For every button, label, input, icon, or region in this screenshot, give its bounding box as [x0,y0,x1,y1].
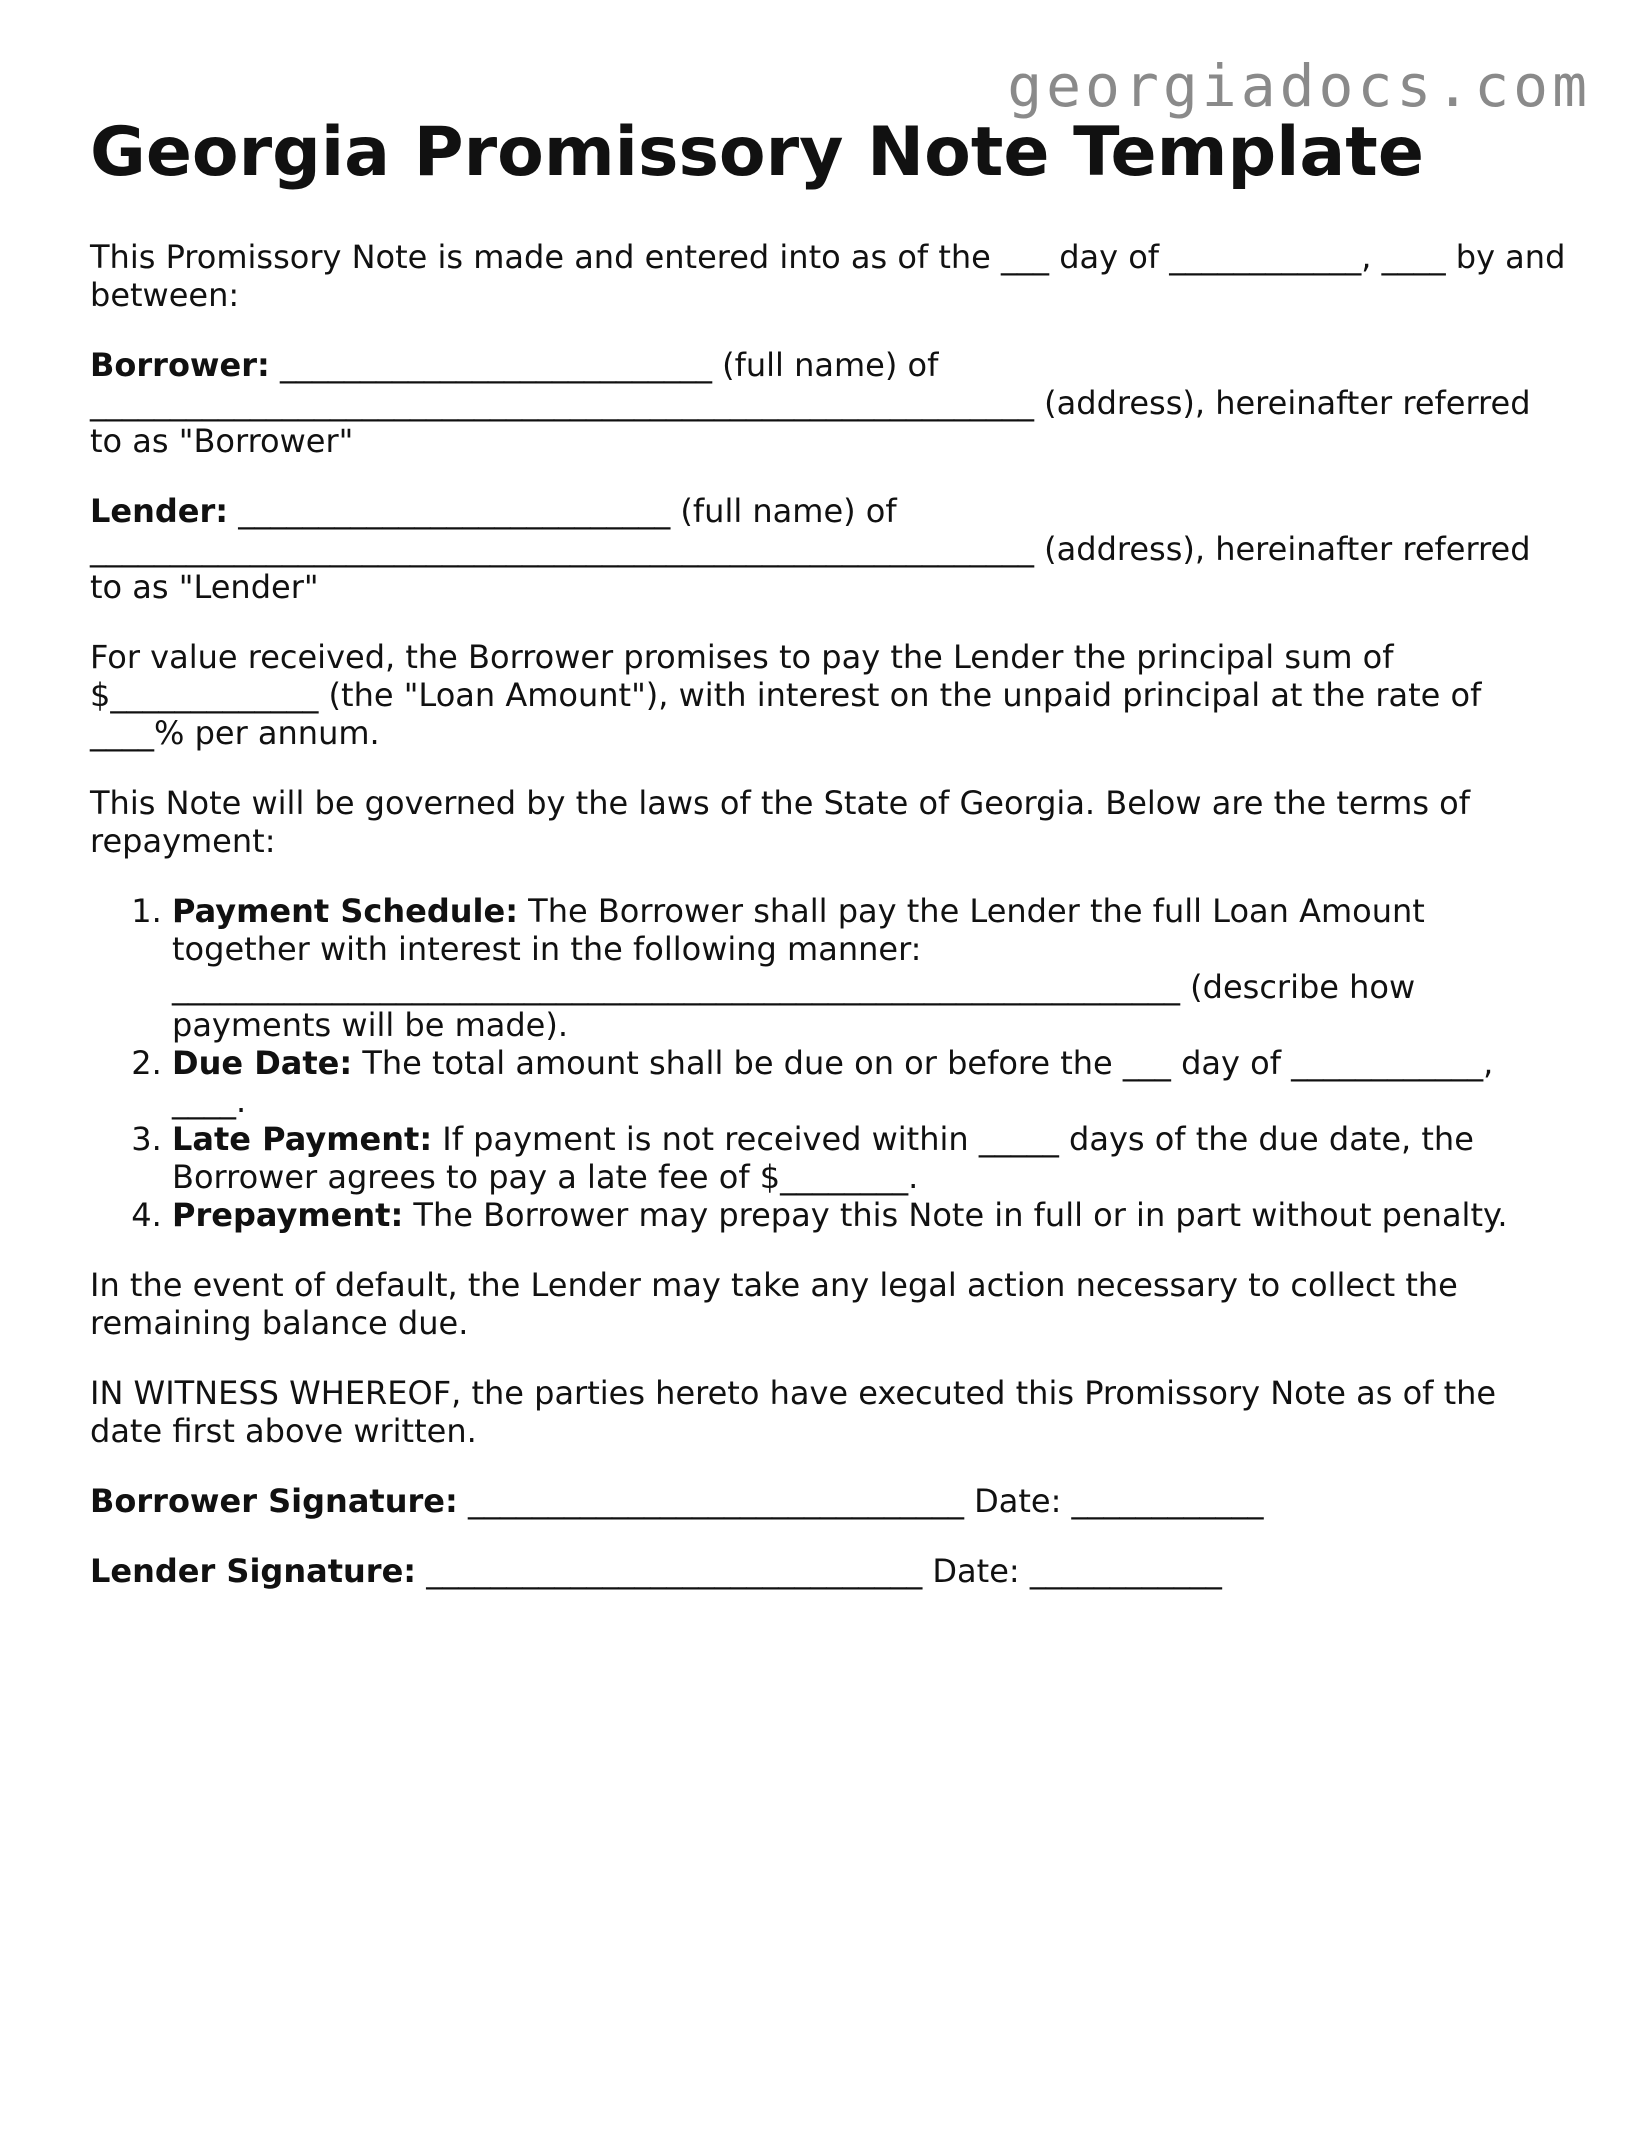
borrower-signature-label: Borrower Signature: [90,1482,458,1520]
lender-signature-line [90,1552,1570,1590]
term-label: Payment Schedule: [172,892,518,930]
term-payment-schedule [172,892,1570,1044]
term-text: If payment is not received within _____ days of the due date, the Borrower agrees to pay a late fee of $________. [172,1120,1474,1196]
watermark: georgiadocs.com [1007,52,1591,120]
governing-law-paragraph: This Note will be governed by the laws of the State of Georgia. Below are the terms of repayment: [90,784,1471,860]
term-label: Due Date: [172,1044,353,1082]
lender-label: Lender: [90,492,229,530]
default-paragraph: In the event of default, the Lender may take any legal action necessary to collect the remaining balance due. [90,1266,1458,1342]
term-text: The Borrower may prepay this Note in full or in part without penalty. [403,1196,1508,1234]
borrower-signature-blank: _______________________________ Date: ____________ [457,1482,1264,1520]
term-text: The Borrower shall pay the Lender the full Loan Amount together with interest in the following manner: _______________________________________________________________ (describe how payments will be made). [172,892,1425,1044]
borrower-label: Borrower: [90,346,270,384]
repayment-terms-list [90,892,1570,1234]
term-label: Prepayment: [172,1196,404,1234]
term-prepayment [172,1196,1570,1234]
lender-signature-label: Lender Signature: [90,1552,417,1590]
witness-paragraph: IN WITNESS WHEREOF, the parties hereto have executed this Promissory Note as of the date first above written. [90,1374,1497,1450]
term-label: Late Payment: [172,1120,433,1158]
intro-paragraph: This Promissory Note is made and entered into as of the ___ day of ____________, ____ by and between: [90,238,1566,314]
page-title: Georgia Promissory Note Template [90,113,1424,192]
term-due-date [172,1044,1570,1120]
lender-paragraph [90,492,1570,606]
borrower-signature-line [90,1482,1570,1520]
document-page [90,112,1570,1622]
borrower-paragraph [90,346,1570,460]
principal-paragraph: For value received, the Borrower promises to pay the Lender the principal sum of $_____________ (the "Loan Amount"), with interest on the unpaid principal at the rate of ____% per annum. [90,638,1482,752]
lender-signature-blank: _______________________________ Date: ____________ [416,1552,1222,1590]
term-late-payment [172,1120,1570,1196]
borrower-text: ___________________________ (full name) of ___________________________________________________________ (address), hereinafter referred to as "Borrower" [90,346,1531,460]
lender-text: ___________________________ (full name) of ___________________________________________________________ (address), hereinafter referred to as "Lender" [90,492,1531,606]
term-text: The total amount shall be due on or before the ___ day of ____________, ____. [172,1044,1494,1120]
